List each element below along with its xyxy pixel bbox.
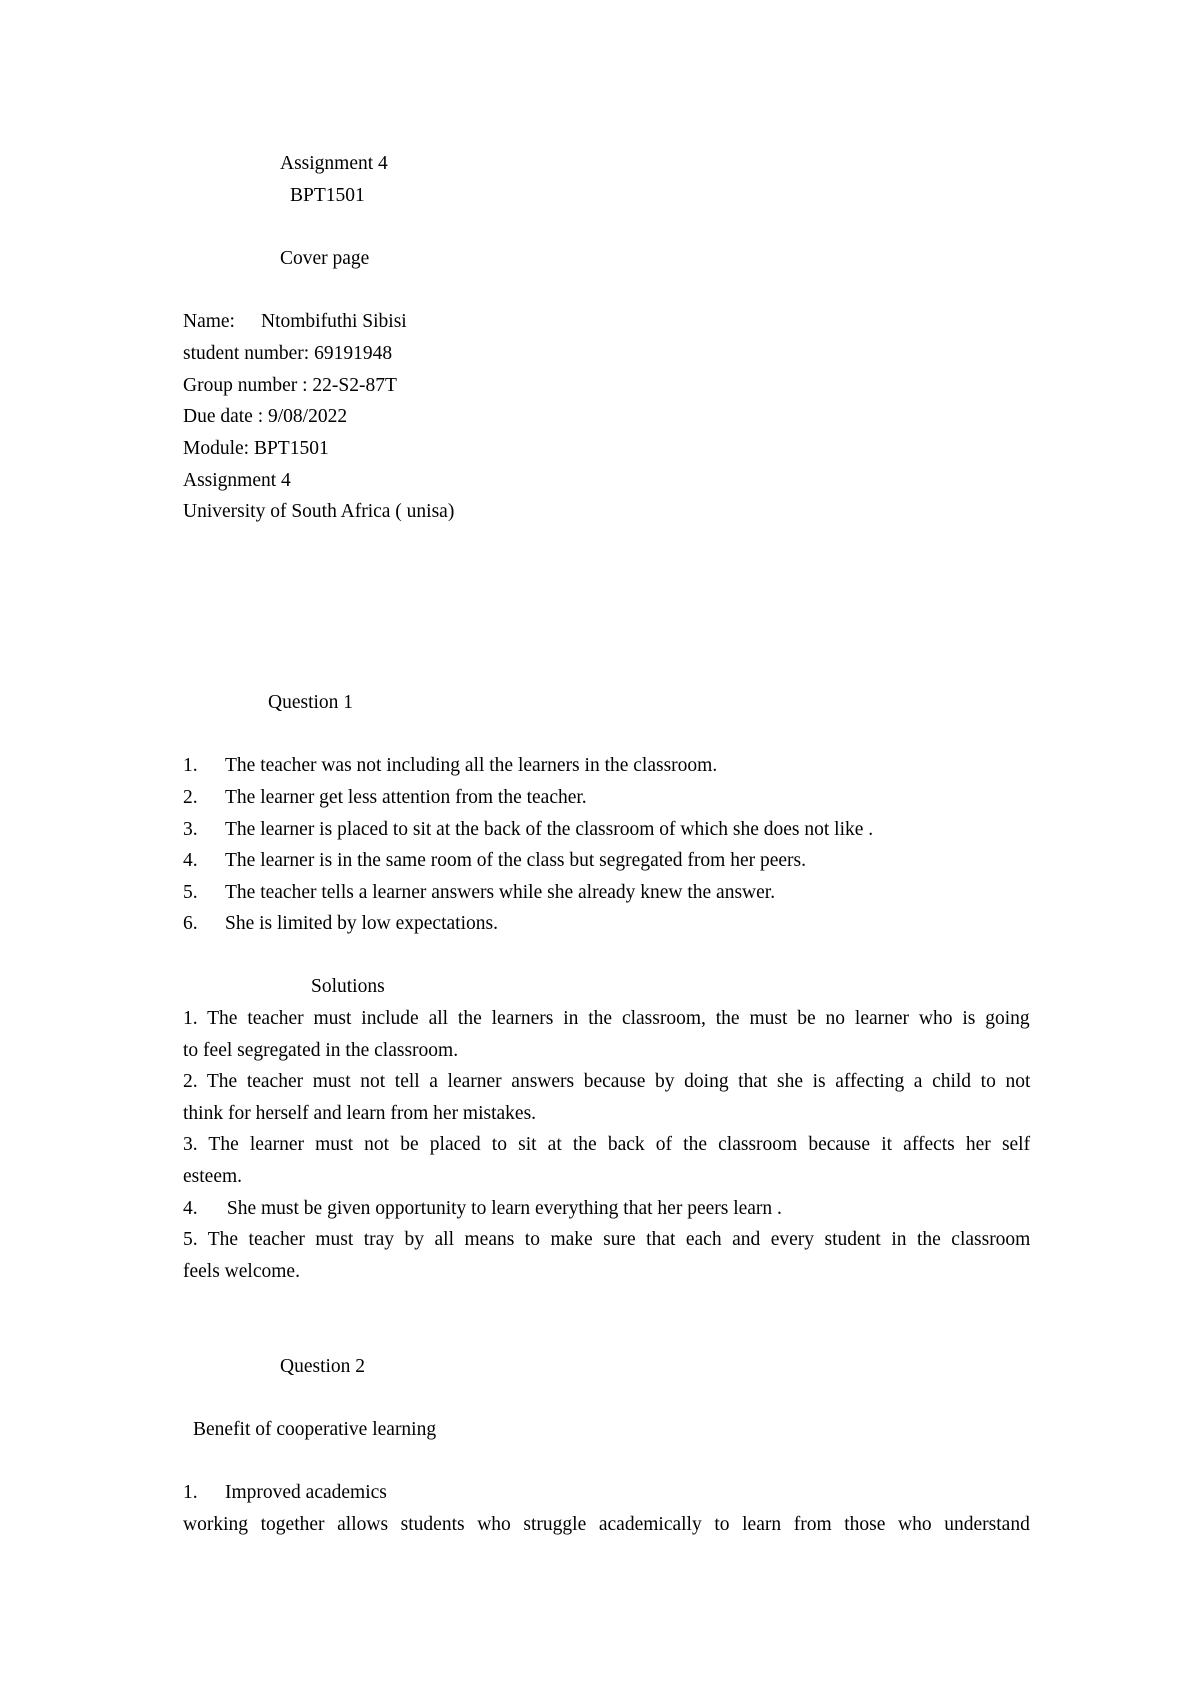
due-date: Due date : 9/08/2022 [183,406,348,427]
solution-line: 5. The teacher must tray by all means to make sure that each and every student in the classroom [183,1229,1031,1250]
solution-line: 4. She must be given opportunity to learn everything that her peers learn . [183,1198,782,1219]
module: Module: BPT1501 [183,438,329,459]
solution-line: feels welcome. [183,1261,300,1282]
q1-item-number: 6. [183,913,198,934]
q1-item-number: 3. [183,819,198,840]
q2-paragraph-line: working together allows students who struggle academically to learn from those who understand [183,1514,1030,1535]
solution-line: esteem. [183,1166,243,1187]
question-1-heading: Question 1 [268,692,354,713]
q1-item-text: The learner is placed to sit at the back of the classroom of which she does not like . [225,819,874,840]
group-number: Group number : 22-S2-87T [183,375,397,396]
name-label: Name: [183,311,235,332]
q1-item-number: 2. [183,787,198,808]
assignment-title: Assignment 4 [280,153,388,174]
solution-line: think for herself and learn from her mistakes. [183,1103,537,1124]
cooperative-learning-heading: Benefit of cooperative learning [193,1419,437,1440]
question-2-heading: Question 2 [280,1356,366,1377]
name-value: Ntombifuthi Sibisi [261,311,407,332]
q1-item-text: She is limited by low expectations. [225,913,498,934]
q1-item-number: 5. [183,882,198,903]
q2-item-number: 1. [183,1482,198,1503]
q1-item-number: 1. [183,755,198,776]
university: University of South Africa ( unisa) [183,501,455,522]
q1-item-text: The learner get less attention from the teacher. [225,787,587,808]
q2-item-text: Improved academics [225,1482,387,1503]
solution-line: 3. The learner must not be placed to sit at the back of the classroom because it affects her self [183,1134,1031,1155]
q1-item-text: The teacher tells a learner answers while she already knew the answer. [225,882,776,903]
assignment-line: Assignment 4 [183,470,291,491]
solution-line: 2. The teacher must not tell a learner answers because by doing that she is affecting a child to not [183,1071,1031,1092]
student-number: student number: 69191948 [183,343,393,364]
cover-page-label: Cover page [280,248,370,269]
module-code: BPT1501 [290,185,365,206]
q1-item-number: 4. [183,850,198,871]
solution-line: 1. The teacher must include all the learners in the classroom, the must be no learner who is going [183,1008,1030,1029]
q1-item-text: The teacher was not including all the learners in the classroom. [225,755,718,776]
solution-line: to feel segregated in the classroom. [183,1040,459,1061]
q1-item-text: The learner is in the same room of the class but segregated from her peers. [225,850,806,871]
solutions-heading: Solutions [311,976,385,997]
